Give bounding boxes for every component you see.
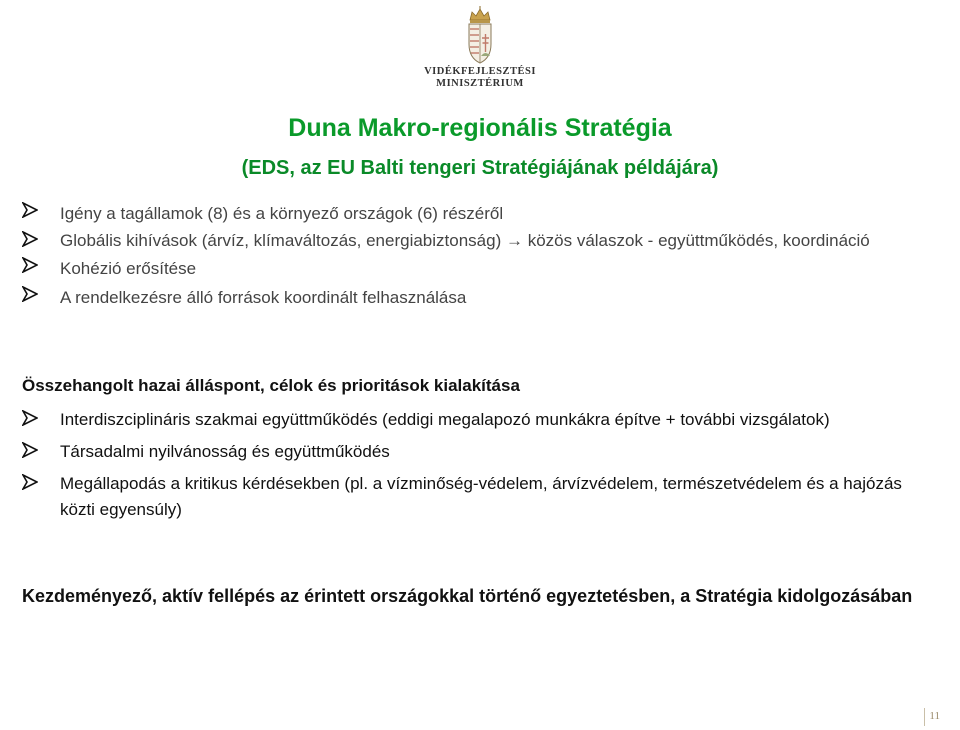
slide-title: Duna Makro-regionális Stratégia xyxy=(288,114,672,142)
logo-line-2: MINISZTÉRIUM xyxy=(436,78,524,89)
list-item-text: Társadalmi nyilvánosság és együttműködés xyxy=(60,442,390,461)
arrow-bullet-icon xyxy=(22,231,38,247)
list-item-text: Interdiszciplináris szakmai együttműködés (eddigi megalapozó munkákra építve + további vizsgálatok) xyxy=(60,410,830,429)
list-item xyxy=(22,439,927,465)
page-number-divider xyxy=(924,708,925,726)
list-item-text: A rendelkezésre álló források koordinált felhasználása xyxy=(60,288,467,307)
list-item xyxy=(22,471,927,523)
list-item xyxy=(22,407,927,433)
list-item xyxy=(22,254,922,283)
coat-of-arms-icon xyxy=(463,6,497,66)
list-item-text: Kohézió erősítése xyxy=(60,259,197,278)
bullet-list-1 xyxy=(22,199,922,312)
bullet-list-2 xyxy=(22,407,927,529)
list-item xyxy=(22,283,922,312)
arrow-bullet-icon xyxy=(22,474,38,490)
arrow-bullet-icon xyxy=(22,202,38,218)
list-item-text: Megállapodás a kritikus kérdésekben (pl. a vízminőség-védelem, árvízvédelem, természetvédelem és a hajózás közti egyensúly) xyxy=(60,474,902,519)
arrow-bullet-icon xyxy=(22,410,38,426)
logo-line-1: VIDÉKFEJLESZTÉSI xyxy=(424,66,536,77)
closing-statement: Kezdeményező, aktív fellépés az érintett országokkal történő egyeztetésben, a Stratégia kidolgozásában xyxy=(22,586,913,606)
slide-subtitle: (EDS, az EU Balti tengeri Stratégiájának példájára) xyxy=(241,157,719,179)
arrow-bullet-icon xyxy=(22,286,38,302)
ministry-logo xyxy=(418,6,542,96)
arrow-bullet-icon xyxy=(22,442,38,458)
list-item-text: Igény a tagállamok (8) és a környező országok (6) részéről xyxy=(60,204,504,223)
arrow-bullet-icon xyxy=(22,257,38,273)
section-heading: Összehangolt hazai álláspont, célok és prioritások kialakítása xyxy=(22,376,520,395)
list-item xyxy=(22,199,922,228)
page-number: 11 xyxy=(929,710,940,722)
list-item-text: Globális kihívások (árvíz, klímaváltozás, energiabiztonság) → közös válaszok - együttműködés, koordináció xyxy=(60,231,870,250)
list-item xyxy=(22,228,922,254)
